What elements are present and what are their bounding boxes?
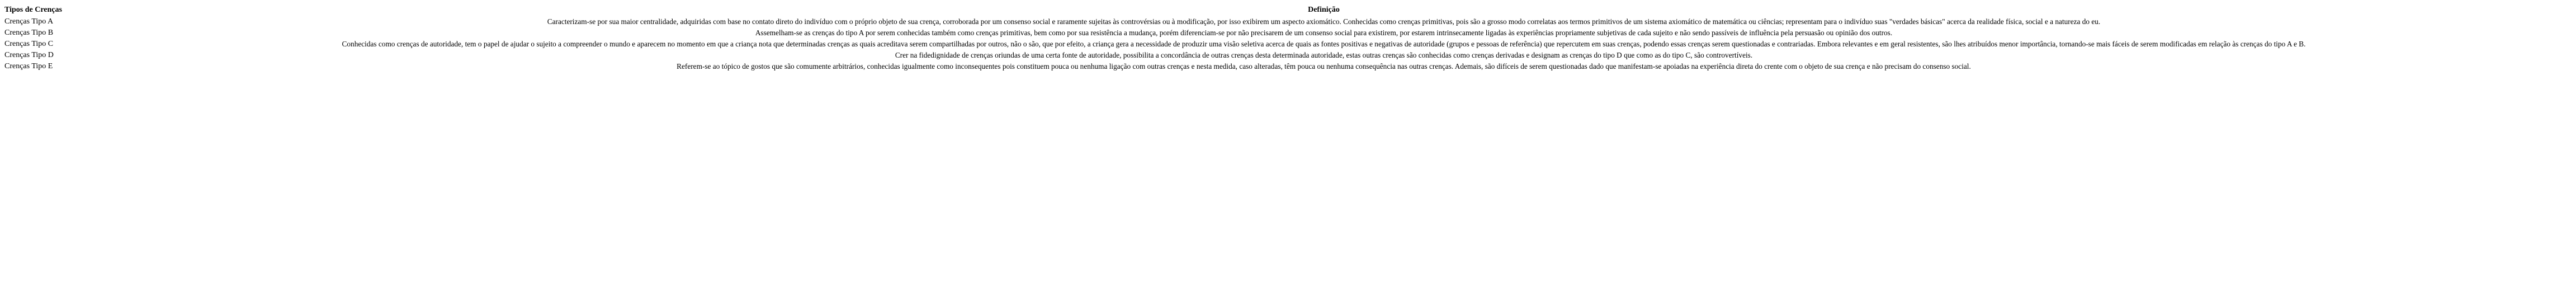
belief-definition-cell: Conhecidas como crenças de autoridade, tem o papel de ajudar o sujeito a compreender o mundo e aparecem no momento em que a criança nota que determinadas crenças as quais acreditava serem compartilhadas por outros, não o são, que por efeito, a criança gera a necessidade de produzir uma visão seletiva acerca de quais as fontes positivas e negativas de autoridade (grupos e pessoas de referência) que repercutem em suas crenças, podendo essas crenças serem questionadas e contrariadas. Embora relevantes e em geral resistentes, são lhes atribuídos menor importância, tornando-se mais fáceis de serem modificadas em relação às crenças do tipo A e B.: [342, 40, 2306, 48]
belief-type-cell: Crenças Tipo C: [4, 40, 54, 48]
belief-definition-cell: Referem-se ao tópico de gostos que são comumente arbitrários, conhecidas igualmente como inconsequentes pois constituem pouca ou nenhuma ligação com outras crenças e nesta medida, caso alteradas, têm pouca ou nenhuma consequência nas outras crenças. Ademais, são difíceis de serem questionadas dado que manifestam-se apoiadas na experiência direta do crente com o objeto de sua crença e não precisam do consenso social.: [677, 62, 1971, 70]
belief-definition-cell: Caracterizam-se por sua maior centralidade, adquiridas com base no contato direto do indivíduo com o próprio objeto de sua crença, corroborada por um consenso social e raramente sujeitas às controvérsias ou à modificação, por isso exibirem um aspecto axiomático. Conhecidas como crenças primitivas, pois são a grosso modo correlatas aos termos primitivos de um sistema axiomático de matemática ou ciências; representam para o indivíduo suas "verdades básicas" acerca da realidade física, social e a natureza do eu.: [547, 17, 2101, 26]
belief-type-cell: Crenças Tipo D: [4, 51, 54, 59]
table-row: [4, 50, 2574, 61]
table-row: [4, 39, 2574, 50]
belief-type-cell: Crenças Tipo E: [4, 62, 53, 70]
header-belief-type: Tipos de Crenças: [4, 6, 62, 14]
belief-type-cell: Crenças Tipo A: [4, 17, 54, 26]
table-header-row: [4, 4, 2574, 16]
beliefs-table: [4, 4, 2574, 72]
table-row: [4, 16, 2574, 27]
table-row: [4, 61, 2574, 72]
belief-definition-cell: Crer na fidedignidade de crenças oriundas de uma certa fonte de autoridade, possibilita a concordância de outras crenças desta determinada autoridade, estas outras crenças são conhecidas como crenças derivadas e designam as crenças do tipo D que como as do tipo C, são controvertíveis.: [895, 51, 1753, 59]
belief-type-cell: Crenças Tipo B: [4, 29, 54, 37]
header-definition: Definição: [1308, 6, 1340, 14]
belief-definition-cell: Assemelham-se as crenças do tipo A por serem conhecidas também como crenças primitivas, bem como por sua resistência a mudança, porém diferenciam-se por não precisarem de um consenso social para existirem, por estarem intrinsecamente ligadas às experiências propriamente subjetivas de cada sujeito e não sendo passíveis de influência pela persuasão ou opinião dos outros.: [755, 29, 1893, 37]
table-row: [4, 27, 2574, 39]
